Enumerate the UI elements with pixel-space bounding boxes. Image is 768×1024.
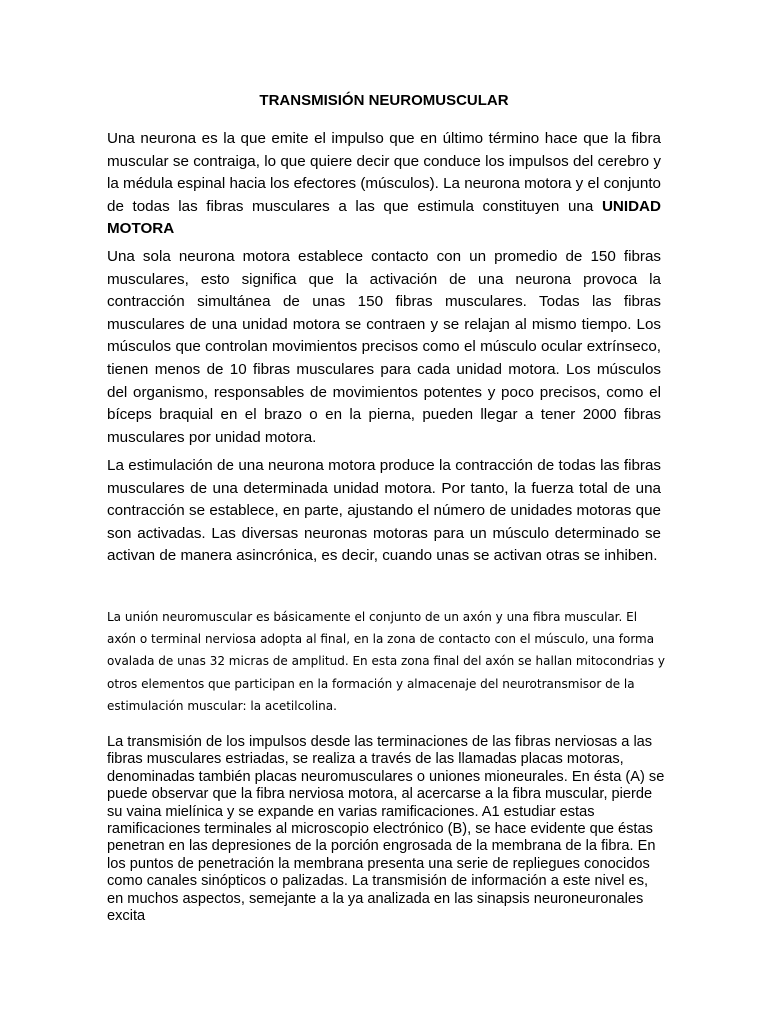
paragraph-1-emphasis: UNIDAD MOTORA [107, 197, 661, 238]
paragraph-motor-unit-fibers: Una sola neurona motora establece contacto con un promedio de 150 fibras musculares, esto significa que la activación de una neurona provoca la contracción simultánea de unas 150 fibras musculares. Todas las fibras musculares de una unidad motora se contraen y se relajan al mismo tiempo. Los músculos que controlan movimientos precisos como el músculo ocular extrínseco, tienen menos de 10 fibras musculares para cada unidad motora. Los músculos del organismo, responsables de movimientos potentes y poco precisos, como el bíceps braquial en el brazo o en la pierna, pueden llegar a tener 2000 fibras musculares por unidad motora. [107, 248, 661, 446]
paragraph-motor-unit-definition [107, 128, 661, 241]
paragraph-neuromuscular-junction: La unión neuromuscular es básicamente el conjunto de un axón y una fibra muscular. El axón o terminal nerviosa adopta al final, en la zona de contacto con el músculo, una forma ovalada de unas 32 micras de amplitud. En esta zona final del axón se hallan mitocondrias y otros elementos que participan en la formación y almacenaje del neurotransmisor de la estimulación muscular: la acetilcolina. [107, 610, 665, 713]
paragraph-motor-neuron-stimulation: La estimulación de una neurona motora produce la contracción de todas las fibras musculares de una determinada unidad motora. Por tanto, la fuerza total de una contracción se establece, en parte, ajustando el número de unidades motoras que son activadas. Las diversas neuronas motoras para un músculo determinado se activan de manera asincrónica, es decir, cuando unas se activan otras se inhiben. [107, 457, 661, 565]
paragraph-1-text: Una neurona es la que emite el impulso que en último término hace que la fibra muscular se contraiga, lo que quiere decir que conduce los impulsos del cerebro y la médula espinal hacia los efectores (músculos). La neurona motora y el conjunto de todas las fibras musculares a las que estimula constituyen una [107, 130, 661, 215]
document-title: TRANSMISIÓN NEUROMUSCULAR [259, 92, 509, 109]
paragraph-impulse-transmission: La transmisión de los impulsos desde las terminaciones de las fibras nerviosas a las fibras musculares estriadas, se realiza a través de las llamadas placas motoras, denominadas también placas neuromusculares o uniones mioneurales. En ésta (A) se puede observar que la fibra nerviosa motora, al acercarse a la fibra muscular, pierde su vaina mielínica y se expande en varias ramificaciones. A1 estudiar estas ramificaciones terminales al microscopio electrónico (B), se hace evidente que éstas penetran en las depresiones de la porción engrosada de la membrana de la fibra. En los puntos de penetración la membrana presenta una serie de repliegues conocidos como canales sinópticos o palizadas. La transmisión de información a este nivel es, en muchos aspectos, semejante a la ya analizada en las sinapsis neuroneuronales excita [107, 734, 665, 925]
